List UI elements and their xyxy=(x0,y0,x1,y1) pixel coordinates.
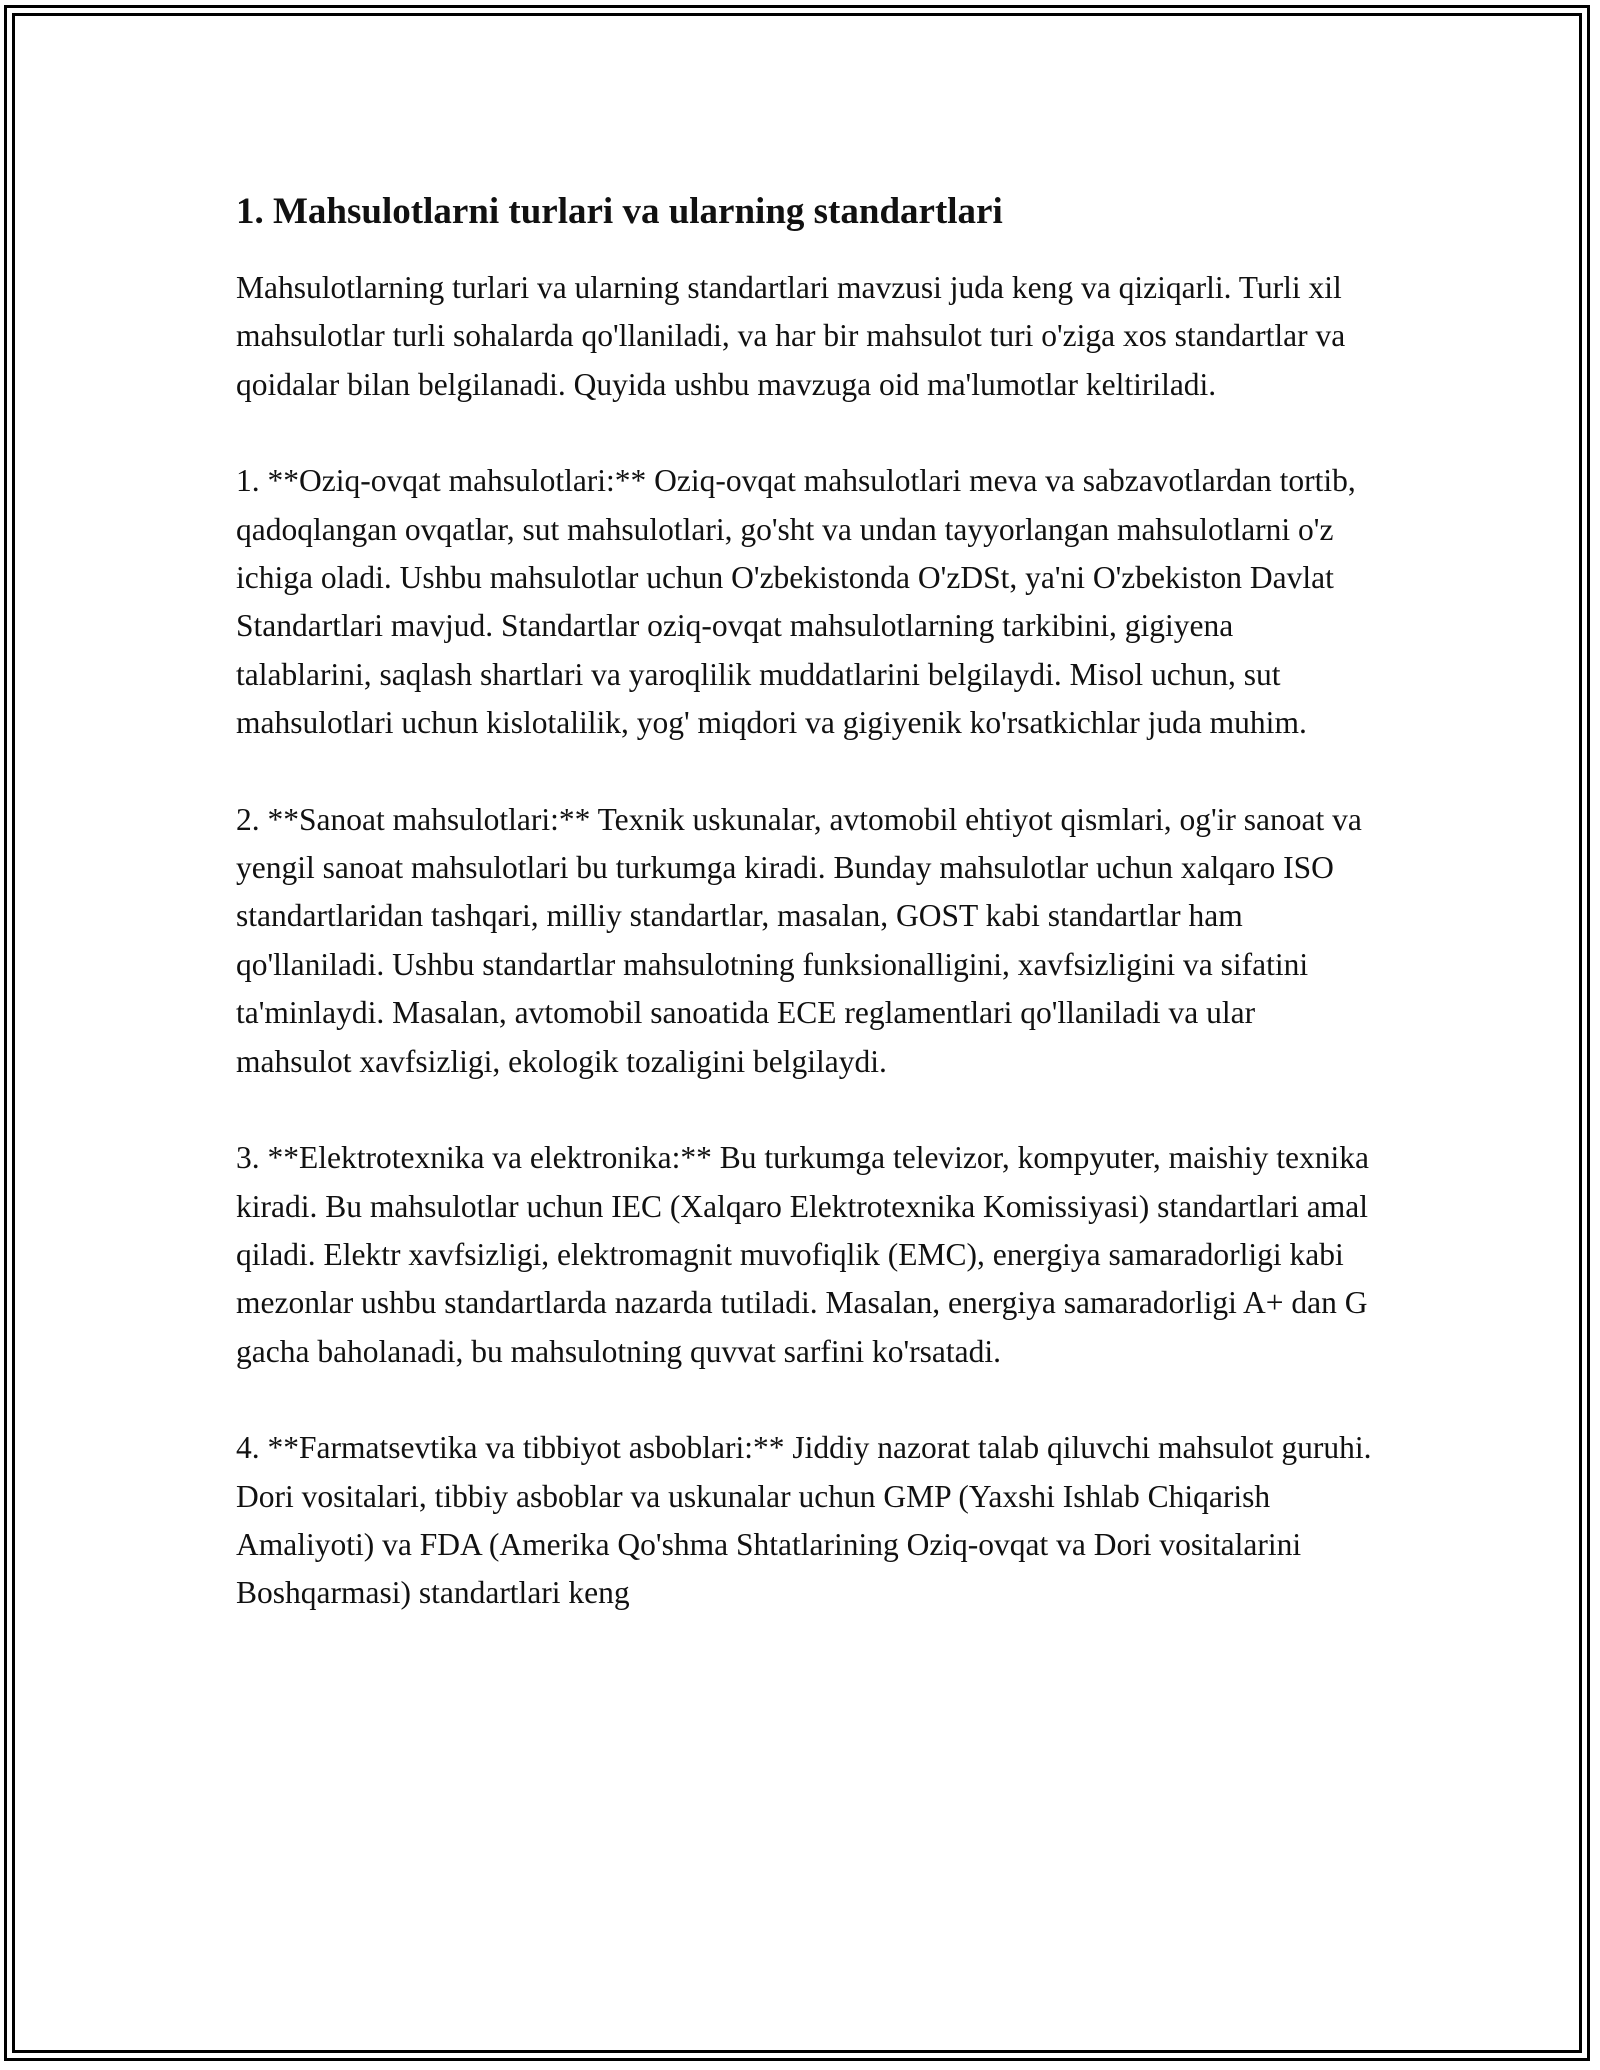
paragraph-intro: Mahsulotlarning turlari va ularning standartlari mavzusi juda keng va qiziqarli. Turli xil mahsulotlar turli sohalarda qo'llaniladi, va har bir mahsulot turi o'ziga xos standartlar va qoidalar bilan belgilanadi. Quyida ushbu mavzuga oid ma'lumotlar keltiriladi. xyxy=(236,270,1346,402)
paragraph-industrial-products: 2. **Sanoat mahsulotlari:** Texnik uskunalar, avtomobil ehtiyot qismlari, og'ir sanoat va yengil sanoat mahsulotlari bu turkumga kiradi. Bunday mahsulotlar uchun xalqaro ISO standartlaridan tashqari, milliy standartlar, masalan, GOST kabi standartlar ham qo'llaniladi. Ushbu standartlar mahsulotning funksionalligini, xavfsizligini va sifatini ta'minlaydi. Masalan, avtomobil sanoatida ECE reglamentlari qo'llaniladi va ular mahsulot xavfsizligi, ekologik tozaligini belgilaydi. xyxy=(236,801,1362,1079)
paragraph-food-products: 1. **Oziq-ovqat mahsulotlari:** Oziq-ovqat mahsulotlari meva va sabzavotlardan tortib, qadoqlangan ovqatlar, sut mahsulotlari, go'sht va undan tayyorlangan mahsulotlarni o'z ichiga oladi. Ushbu mahsulotlar uchun O'zbekistonda O'zDSt, ya'ni O'zbekiston Davlat Standartlari mavjud. Standartlar oziq-ovqat mahsulotlarning tarkibini, gigiyena talablarini, saqlash shartlari va yaroqlilik muddatlarini belgilaydi. Misol uchun, sut mahsulotlari uchun kislotalilik, yog' miqdori va gigiyenik ko'rsatkichlar juda muhim. xyxy=(236,463,1356,741)
paragraph-pharmaceuticals: 4. **Farmatsevtika va tibbiyot asboblari:** Jiddiy nazorat talab qiluvchi mahsulot guruhi. Dori vositalari, tibbiy asboblar va uskunalar uchun GMP (Yaxshi Ishlab Chiqarish Amaliyoti) va FDA (Amerika Qo'shma Shtatlarining Oziq-ovqat va Dori vositalarini Boshqarmasi) standartlari keng xyxy=(236,1430,1372,1611)
document-body xyxy=(236,186,1376,1618)
section-title: 1. Mahsulotlarni turlari va ularning standartlari xyxy=(236,191,1003,232)
paragraph-electronics: 3. **Elektrotexnika va elektronika:** Bu turkumga televizor, kompyuter, maishiy texnika kiradi. Bu mahsulotlar uchun IEC (Xalqaro Elektrotexnika Komissiyasi) standartlari amal qiladi. Elektr xavfsizligi, elektromagnit muvofiqlik (EMC), energiya samaradorligi kabi mezonlar ushbu standartlarda nazarda tutiladi. Masalan, energiya samaradorligi A+ dan G gacha baholanadi, bu mahsulotning quvvat sarfini ko'rsatadi. xyxy=(236,1140,1369,1369)
